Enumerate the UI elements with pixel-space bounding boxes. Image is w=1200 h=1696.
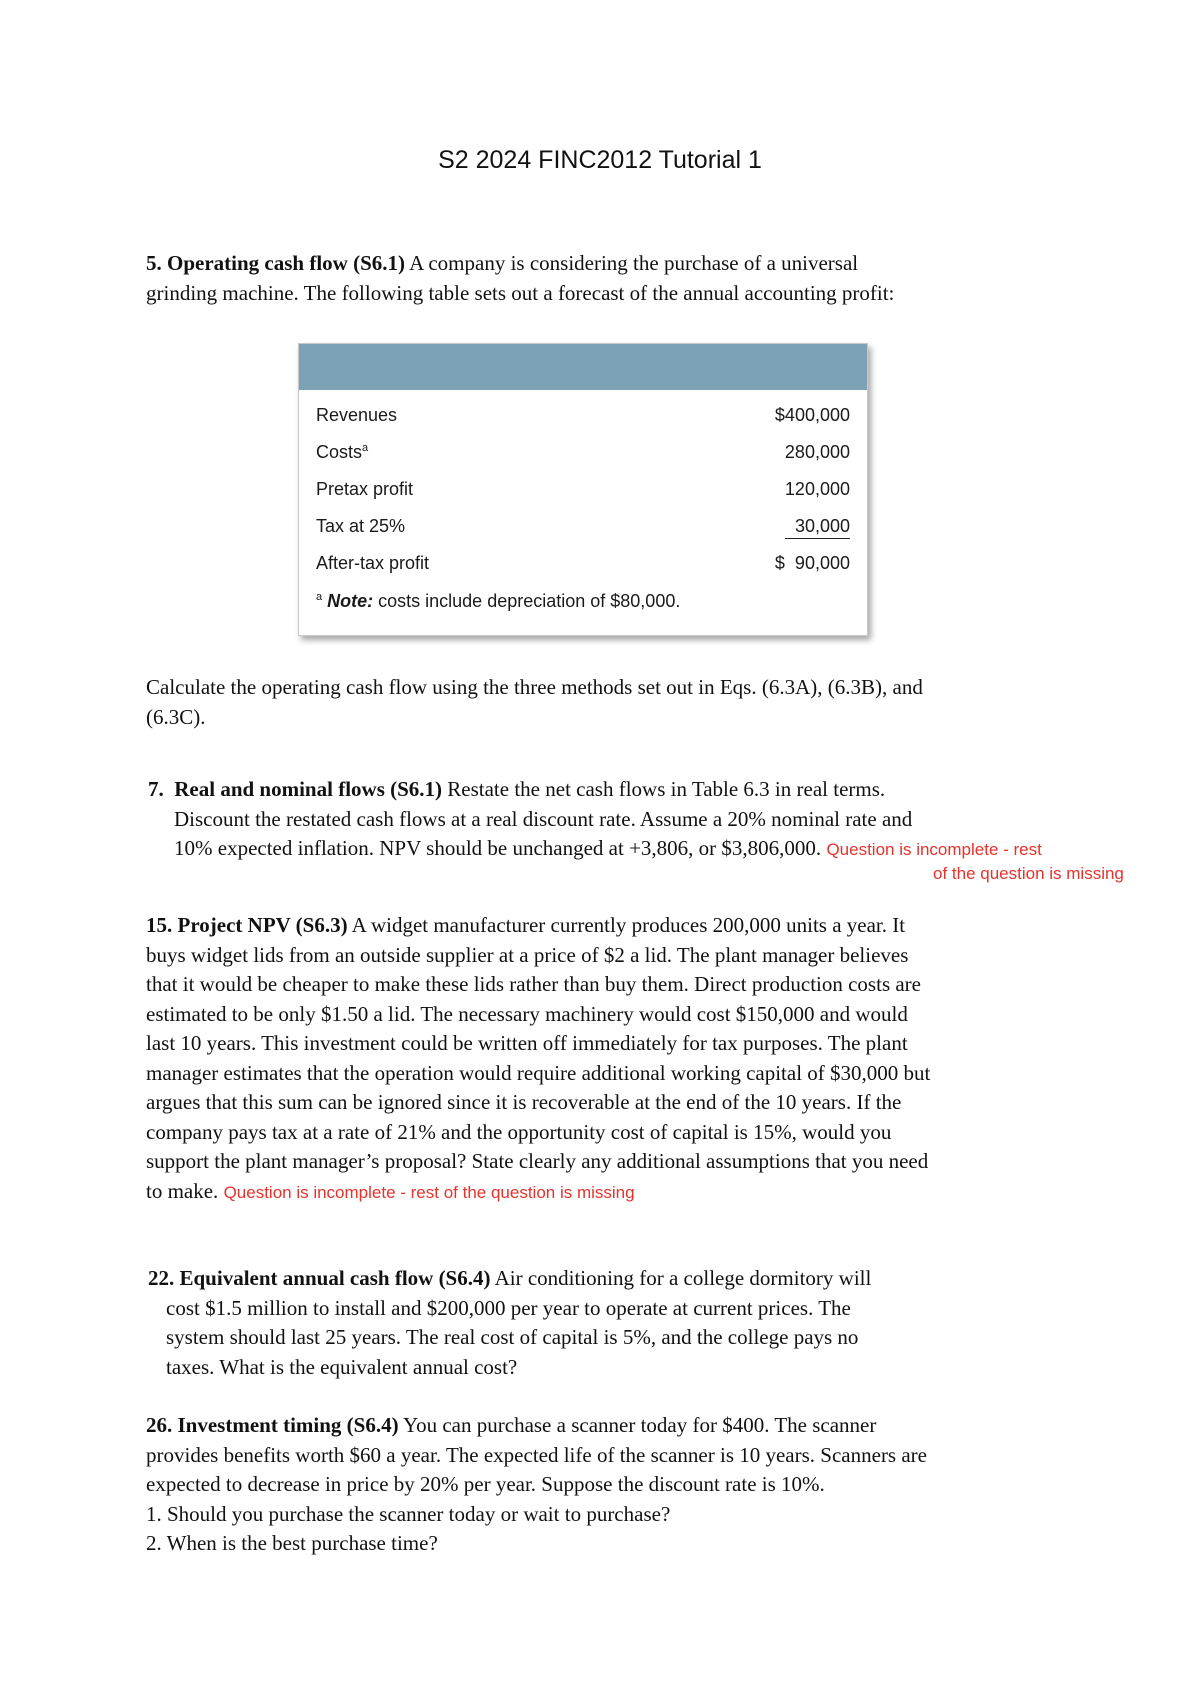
table-row-value: 120,000: [784, 479, 850, 499]
question-15-text-1: A widget manufacturer currently produces 200,000 units a year. It: [347, 913, 906, 937]
question-15-text-5: last 10 years. This investment could be written off immediately for tax purposes. The plant: [146, 1031, 908, 1055]
question-22-text-2: cost $1.5 million to install and $200,000 per year to operate at current prices. The: [166, 1295, 851, 1320]
question-26-text-4: 1. Should you purchase the scanner today or wait to purchase?: [146, 1501, 671, 1526]
incomplete-note-continued: of the question is missing: [933, 864, 1124, 883]
question-15-heading: 15. Project NPV (S6.3): [146, 913, 348, 937]
table-row-value: $400,000: [774, 405, 850, 425]
table-row-revenues: [316, 405, 850, 435]
question-15-text-10: to make.: [146, 1178, 219, 1203]
question-26-heading: 26. Investment timing (S6.4): [146, 1413, 399, 1437]
question-7-number: 7.: [148, 777, 164, 801]
table-footnote: [316, 591, 680, 612]
question-7-text-3: 10% expected inflation. NPV should be unchanged at +3,806, or $3,806,000.: [174, 836, 822, 860]
question-5: [146, 249, 1106, 308]
question-26-text-2: provides benefits worth $60 a year. The expected life of the scanner is 10 years. Scanners are: [146, 1442, 927, 1467]
table-row-value: 280,000: [784, 442, 850, 462]
question-5-text-2: grinding machine. The following table sets out a forecast of the annual accounting profit:: [146, 280, 895, 305]
question-5-heading: 5. Operating cash flow (S6.1): [146, 251, 405, 275]
question-5-text-1: A company is considering the purchase of a universal: [405, 251, 859, 275]
table-row-pretax-profit: [316, 479, 850, 509]
table-row-label: Revenues: [316, 405, 398, 425]
table-row-after-tax-profit: [316, 553, 850, 583]
question-7-text-2: Discount the restated cash flows at a real discount rate. Assume a 20% nominal rate and: [174, 806, 913, 831]
question-22: [148, 1264, 1108, 1382]
incomplete-note: Question is incomplete - rest of the question is missing: [223, 1182, 635, 1202]
question-26-text-5: 2. When is the best purchase time?: [146, 1531, 438, 1555]
question-15-text-7: argues that this sum can be ignored since it is recoverable at the end of the 10 years. If the: [146, 1090, 902, 1114]
question-15-text-4: estimated to be only $1.50 a lid. The necessary machinery would cost $150,000 and would: [146, 1001, 908, 1026]
question-5-instruction: [146, 673, 1106, 732]
question-5-text-4: (6.3C).: [146, 704, 206, 729]
question-22-text-3: system should last 25 years. The real cost of capital is 5%, and the college pays no: [166, 1325, 859, 1349]
question-7-text-1: Restate the net cash flows in Table 6.3 in real terms.: [442, 777, 886, 801]
question-26: [146, 1411, 1126, 1559]
question-22-heading: 22. Equivalent annual cash flow (S6.4): [148, 1266, 491, 1290]
footnote-text: costs include depreciation of $80,000.: [373, 591, 681, 611]
table-row-tax: [316, 516, 850, 546]
question-15-text-2: buys widget lids from an outside supplier at a price of $2 a lid. The plant manager believes: [146, 942, 909, 967]
question-7-heading: Real and nominal flows (S6.1): [174, 777, 443, 801]
question-15-text-3: that it would be cheaper to make these lids rather than buy them. Direct production costs are: [146, 972, 922, 996]
question-7: [146, 775, 1106, 865]
question-15-text-9: support the plant manager’s proposal? State clearly any additional assumptions that you need: [146, 1149, 929, 1173]
table-row-value: $ 90,000: [774, 553, 850, 573]
table-row-label: Tax at 25%: [316, 516, 406, 536]
question-26-text-3: expected to decrease in price by 20% per year. Suppose the discount rate is 10%.: [146, 1472, 825, 1496]
question-5-text-3: Calculate the operating cash flow using the three methods set out in Eqs. (6.3A), (6.3B), and: [146, 675, 923, 699]
footnote-label: Note:: [327, 591, 374, 611]
table-row-costs: [316, 442, 850, 472]
table-row-label: After-tax profit: [316, 553, 430, 573]
footnote-marker: a: [362, 442, 369, 454]
incomplete-note: Question is incomplete - rest: [826, 840, 1042, 859]
table-row-label: Pretax profit: [316, 479, 414, 499]
footnote-marker: a: [316, 591, 323, 603]
question-22-text-4: taxes. What is the equivalent annual cost?: [166, 1354, 518, 1379]
question-22-text-1: Air conditioning for a college dormitory will: [490, 1266, 872, 1290]
question-26-text-1: You can purchase a scanner today for $400. The scanner: [398, 1413, 877, 1437]
question-15-text-6: manager estimates that the operation would require additional working capital of $30,000 but: [146, 1060, 931, 1085]
table-row-value: 30,000: [785, 516, 850, 539]
table-header-band: [299, 344, 867, 390]
table-row-label: Costs: [316, 442, 363, 462]
profit-forecast-table: [298, 343, 868, 636]
question-15: [146, 911, 1126, 1207]
page-title: S2 2024 FINC2012 Tutorial 1: [438, 146, 762, 174]
question-15-text-8: company pays tax at a rate of 21% and the opportunity cost of capital is 15%, would you: [146, 1119, 892, 1144]
